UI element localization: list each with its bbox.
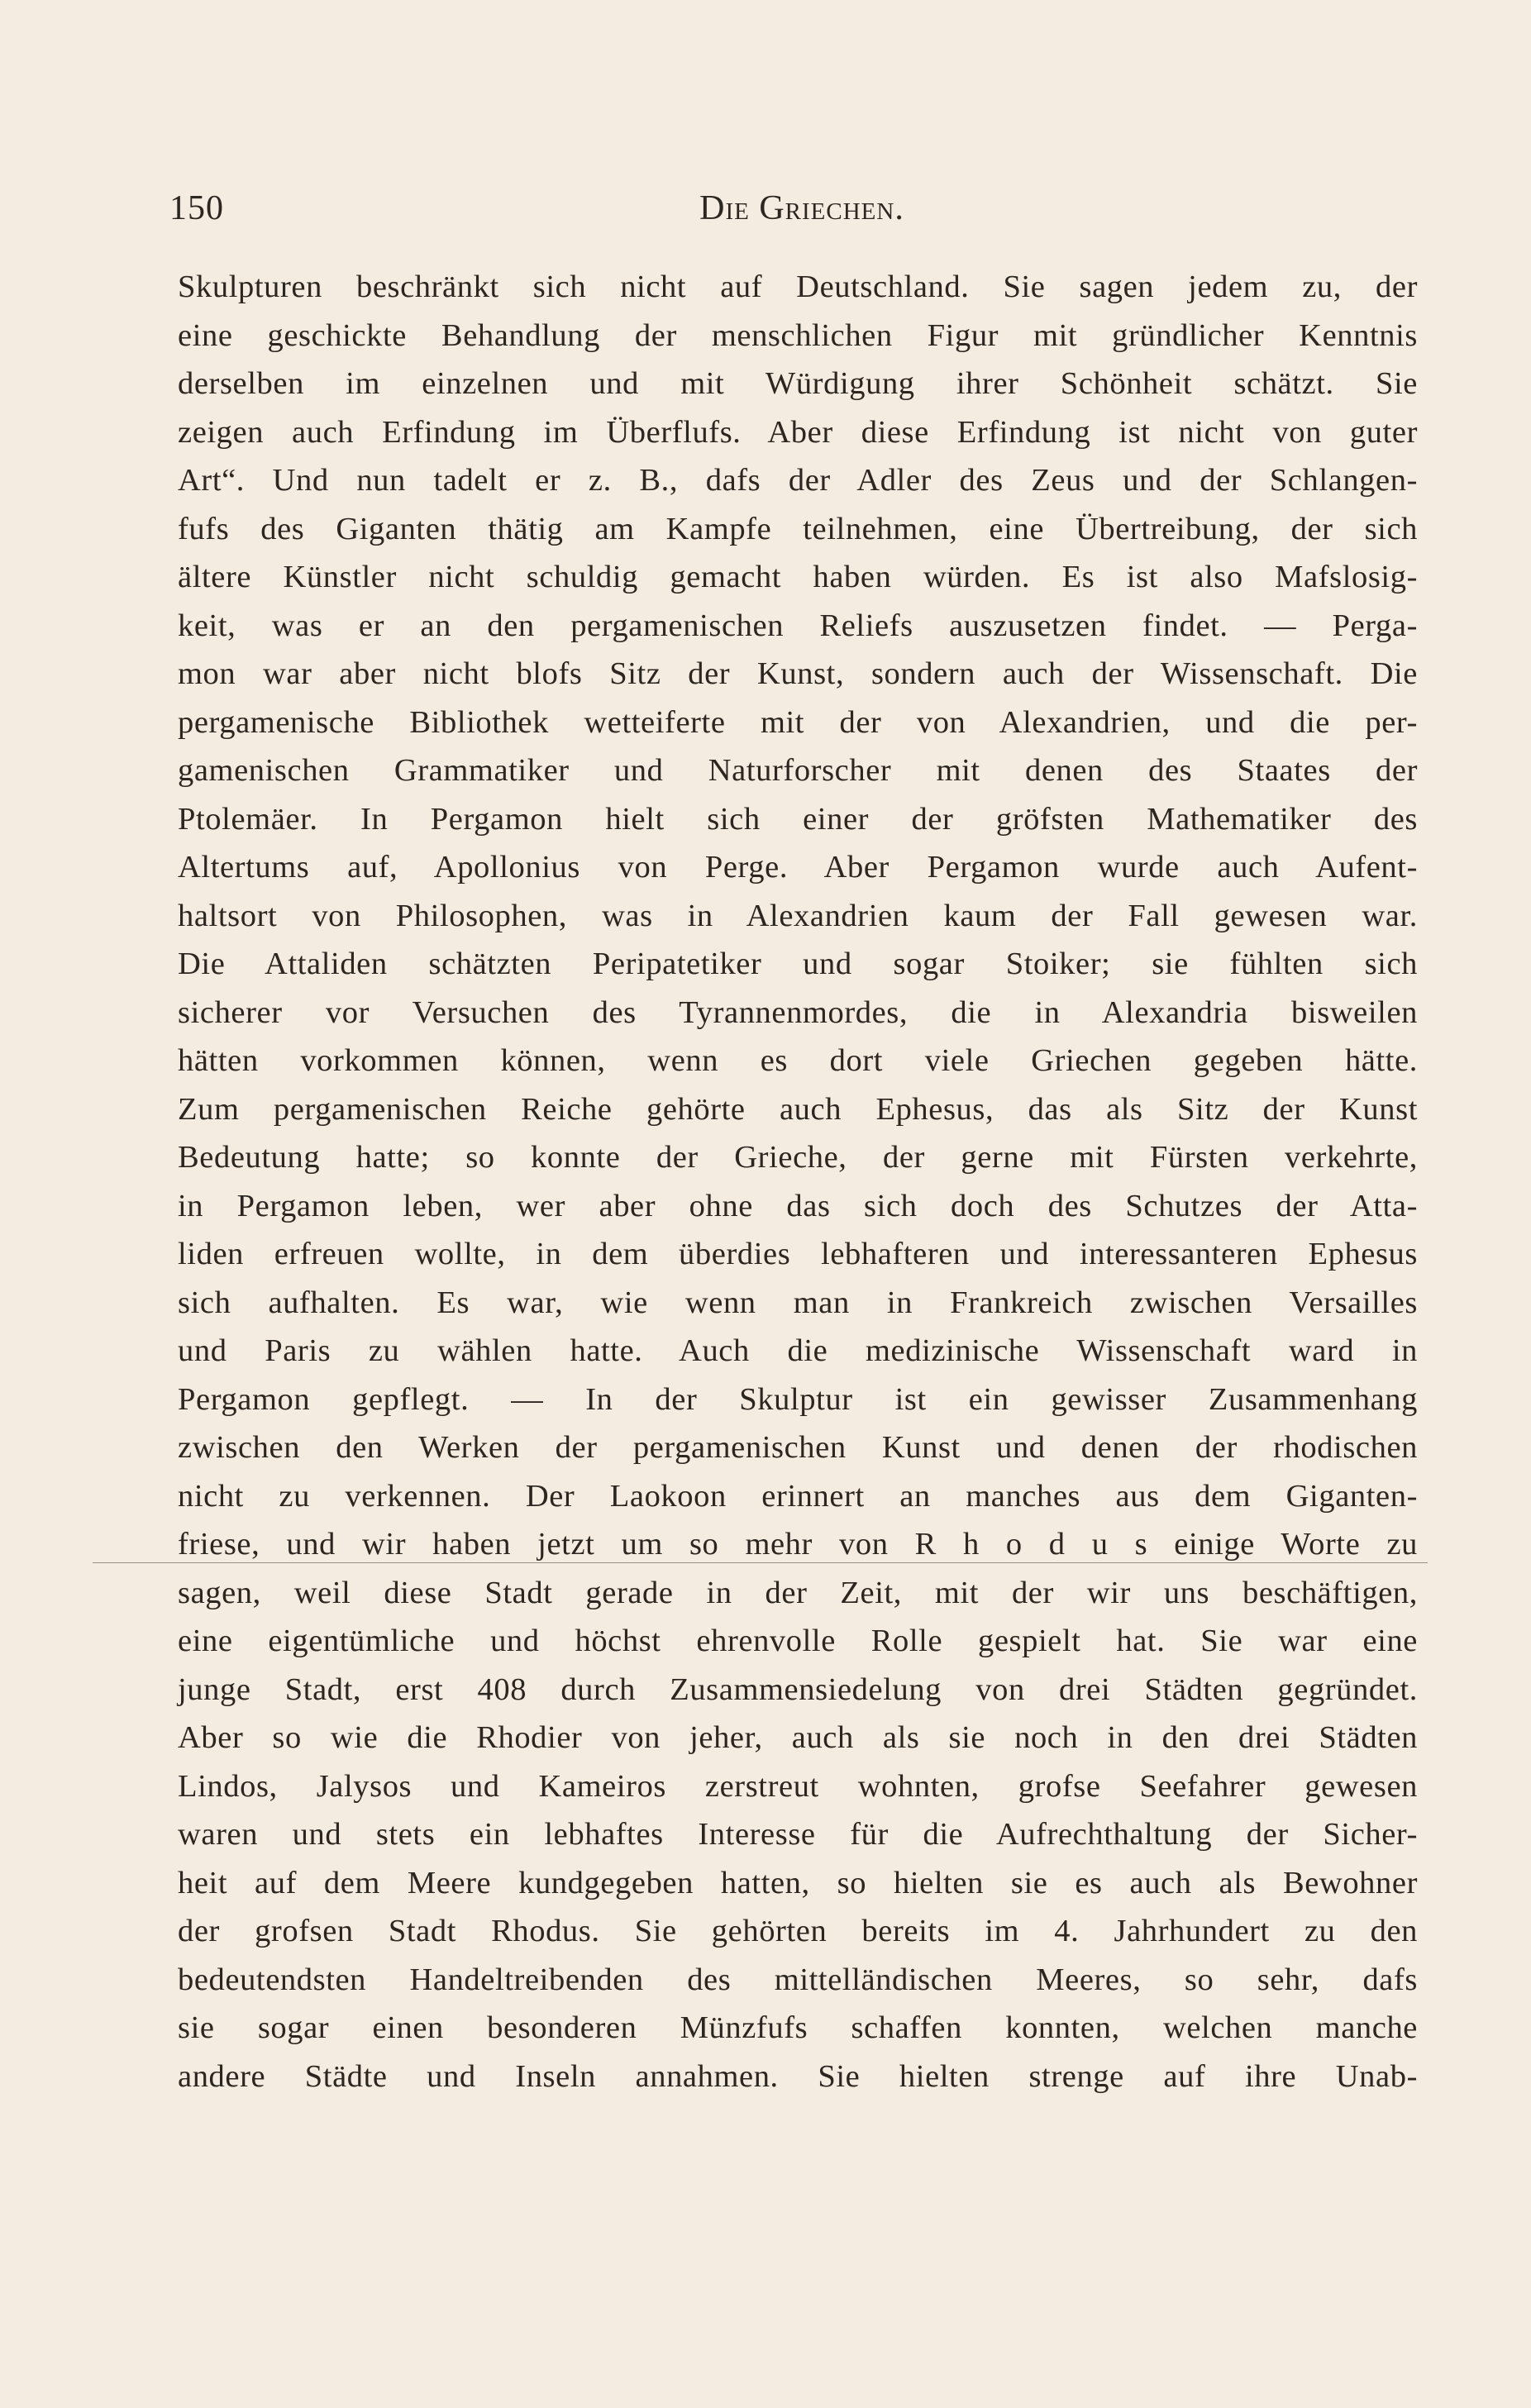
text-line: der grofsen Stadt Rhodus. Sie gehörten bereits im 4. Jahrhundert zu den	[178, 1914, 1418, 1948]
text-line: keit, was er an den pergamenischen Reliefs auszusetzen findet. — Perga-	[178, 608, 1418, 643]
running-title: Die Griechen.	[699, 189, 904, 227]
body-text	[178, 263, 1418, 2100]
text-line: fufs des Giganten thätig am Kampfe teilnehmen, eine Übertreibung, der sich	[178, 511, 1418, 546]
text-line: friese, und wir haben jetzt um so mehr von R h o d u s einige Worte zu	[178, 1527, 1418, 1562]
text-line: junge Stadt, erst 408 durch Zusammensiedelung von drei Städten gegründet.	[178, 1671, 1418, 1707]
text-line: pergamenische Bibliothek wetteiferte mit der von Alexandrien, und die per-	[178, 704, 1418, 740]
text-line: sagen, weil diese Stadt gerade in der Zeit, mit der wir uns beschäftigen,	[178, 1575, 1418, 1610]
page-number: 150	[169, 189, 224, 227]
text-line: hätten vorkommen können, wenn es dort viele Griechen gegeben hätte.	[178, 1043, 1418, 1078]
text-line: Zum pergamenischen Reiche gehörte auch Ephesus, das als Sitz der Kunst	[178, 1091, 1418, 1127]
text-line: sie sogar einen besonderen Münzfufs schaffen konnten, welchen manche	[178, 2010, 1418, 2045]
text-line: nicht zu verkennen. Der Laokoon erinnert an manches aus dem Giganten-	[178, 1478, 1418, 1514]
text-line: gamenischen Grammatiker und Naturforscher mit denen des Staates der	[178, 753, 1418, 788]
text-line: Aber so wie die Rhodier von jeher, auch als sie noch in den drei Städten	[178, 1720, 1418, 1755]
text-line: ältere Künstler nicht schuldig gemacht haben würden. Es ist also Mafslosig-	[178, 560, 1418, 594]
text-line: Die Attaliden schätzten Peripatetiker und sogar Stoiker; sie fühlten sich	[178, 947, 1418, 981]
text-line: Art“. Und nun tadelt er z. B., dafs der Adler des Zeus und der Schlangen-	[178, 463, 1418, 498]
text-line: zeigen auch Erfindung im Überflufs. Aber diese Erfindung ist nicht von guter	[178, 414, 1418, 450]
text-line: bedeutendsten Handeltreibenden des mittelländischen Meeres, so sehr, dafs	[178, 1962, 1418, 1997]
text-line: heit auf dem Meere kundgegeben hatten, so hielten sie es auch als Bewohner	[178, 1865, 1418, 1900]
text-line: sicherer vor Versuchen des Tyrannenmordes, die in Alexandria bisweilen	[178, 994, 1418, 1030]
text-line: eine eigentümliche und höchst ehrenvolle Rolle gespielt hat. Sie war eine	[178, 1624, 1418, 1658]
text-line: andere Städte und Inseln annahmen. Sie hielten strenge auf ihre Unab-	[178, 2058, 1418, 2094]
text-line: derselben im einzelnen und mit Würdigung ihrer Schönheit schätzt. Sie	[178, 366, 1418, 401]
text-line: Altertums auf, Apollonius von Perge. Aber Pergamon wurde auch Aufent-	[178, 850, 1418, 885]
text-line: liden erfreuen wollte, in dem überdies lebhafteren und interessanteren Ephesus	[178, 1237, 1418, 1271]
text-line: waren und stets ein lebhaftes Interesse für die Aufrechthaltung der Sicher-	[178, 1817, 1418, 1852]
text-line: und Paris zu wählen hatte. Auch die medizinische Wissenschaft ward in	[178, 1333, 1418, 1368]
text-line: sich aufhalten. Es war, wie wenn man in Frankreich zwischen Versailles	[178, 1285, 1418, 1320]
running-head	[169, 184, 1434, 233]
text-line: haltsort von Philosophen, was in Alexandrien kaum der Fall gewesen war.	[178, 898, 1418, 933]
text-line: Ptolemäer. In Pergamon hielt sich einer der gröfsten Mathematiker des	[178, 801, 1418, 837]
text-line: Pergamon gepflegt. — In der Skulptur ist ein gewisser Zusammenhang	[178, 1381, 1418, 1417]
text-line: in Pergamon leben, wer aber ohne das sich doch des Schutzes der Atta-	[178, 1188, 1418, 1223]
text-line: eine geschickte Behandlung der menschlichen Figur mit gründlicher Kenntnis	[178, 317, 1418, 353]
text-line: Skulpturen beschränkt sich nicht auf Deutschland. Sie sagen jedem zu, der	[178, 269, 1418, 304]
text-line: Lindos, Jalysos und Kameiros zerstreut wohnten, grofse Seefahrer gewesen	[178, 1768, 1418, 1804]
text-line: Bedeutung hatte; so konnte der Grieche, der gerne mit Fürsten verkehrte,	[178, 1140, 1418, 1175]
text-line: mon war aber nicht blofs Sitz der Kunst, sondern auch der Wissenschaft. Die	[178, 656, 1418, 691]
text-line: zwischen den Werken der pergamenischen Kunst und denen der rhodischen	[178, 1430, 1418, 1465]
